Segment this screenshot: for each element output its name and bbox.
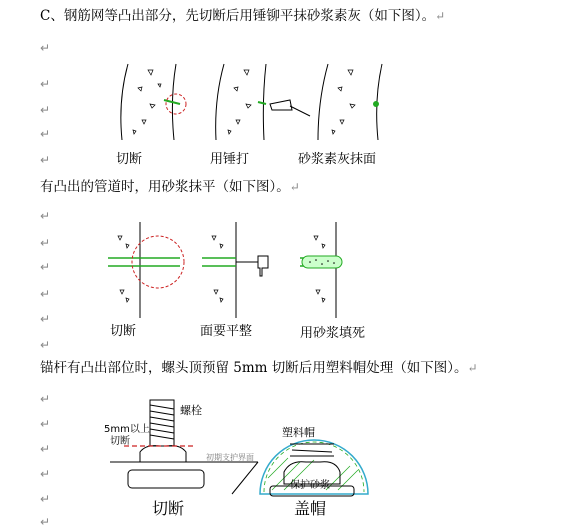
- figure3-label-cap: 盖帽: [294, 499, 327, 518]
- empty-paragraph-mark: ↵: [40, 312, 51, 326]
- empty-paragraph-mark: ↵: [40, 236, 51, 250]
- figure3-cap-label: 塑料帽: [282, 426, 315, 439]
- figure3-support-label: 初期支护界面: [206, 453, 254, 462]
- trowel-icon: [236, 256, 268, 276]
- figure3-label-cut: 切断: [152, 499, 185, 518]
- empty-paragraph-mark: ↵: [40, 77, 51, 91]
- aggregate-specks: [118, 236, 325, 302]
- wall-outline: [263, 64, 266, 140]
- mortar-fill: [302, 256, 342, 268]
- empty-paragraph-mark: ↵: [40, 153, 51, 167]
- figure3-reserve-label: 5mm以上: [104, 424, 150, 435]
- wall-outline: [216, 64, 224, 140]
- rebar-flattened: [258, 102, 266, 104]
- wall-outline: [121, 64, 128, 140]
- empty-paragraph-mark: ↵: [40, 492, 51, 506]
- figure3-bolt-label: 螺栓: [180, 404, 202, 417]
- empty-paragraph-mark: ↵: [40, 338, 51, 352]
- paragraph-pipe-text: 有凸出的管道时，用砂浆抹平（如下图）。: [40, 179, 290, 195]
- empty-paragraph-mark: ↵: [40, 260, 51, 274]
- empty-paragraph-mark: ↵: [40, 515, 51, 529]
- figure2-label-flat: 面要平整: [200, 324, 253, 339]
- empty-paragraph-mark: ↵: [40, 442, 51, 456]
- paragraph-mark: ↵: [435, 9, 446, 23]
- aggregate-specks: [133, 70, 355, 134]
- empty-paragraph-mark: ↵: [40, 127, 51, 141]
- empty-paragraph-mark: ↵: [40, 392, 51, 406]
- leader-line: [232, 462, 258, 494]
- figure1-label-mortar: 砂浆素灰抹面: [298, 152, 377, 167]
- empty-paragraph-mark: ↵: [40, 287, 51, 301]
- figure3-mortar-label: 保护砂浆: [290, 480, 330, 491]
- empty-paragraph-mark: ↵: [40, 467, 51, 481]
- empty-paragraph-mark: ↵: [40, 41, 51, 55]
- figure3-cut-label: 切断: [110, 436, 130, 447]
- empty-paragraph-mark: ↵: [40, 209, 51, 223]
- empty-paragraph-mark: ↵: [40, 417, 51, 431]
- paragraph-rebar-text: C、钢筋网等凸出部分，先切断后用锤铆平抹砂浆素灰（如下图）。: [40, 8, 436, 24]
- figure1-label-hammer: 用锤打: [210, 152, 250, 167]
- figure2-label-fill: 用砂浆填死: [300, 326, 366, 341]
- figure1-label-cut: 切断: [116, 152, 143, 167]
- empty-paragraph-mark: ↵: [40, 103, 51, 117]
- wall-outline: [318, 64, 328, 140]
- figure2-label-cut: 切断: [110, 324, 137, 339]
- hammer-icon: [270, 100, 310, 116]
- paragraph-mark: ↵: [289, 180, 300, 194]
- paragraph-anchor-text: 锚杆有凸出部位时，螺头顶预留 5mm 切断后用塑料帽处理（如下图）。: [40, 360, 468, 376]
- paragraph-mark: ↵: [467, 361, 478, 375]
- mortar-spot: [373, 101, 379, 107]
